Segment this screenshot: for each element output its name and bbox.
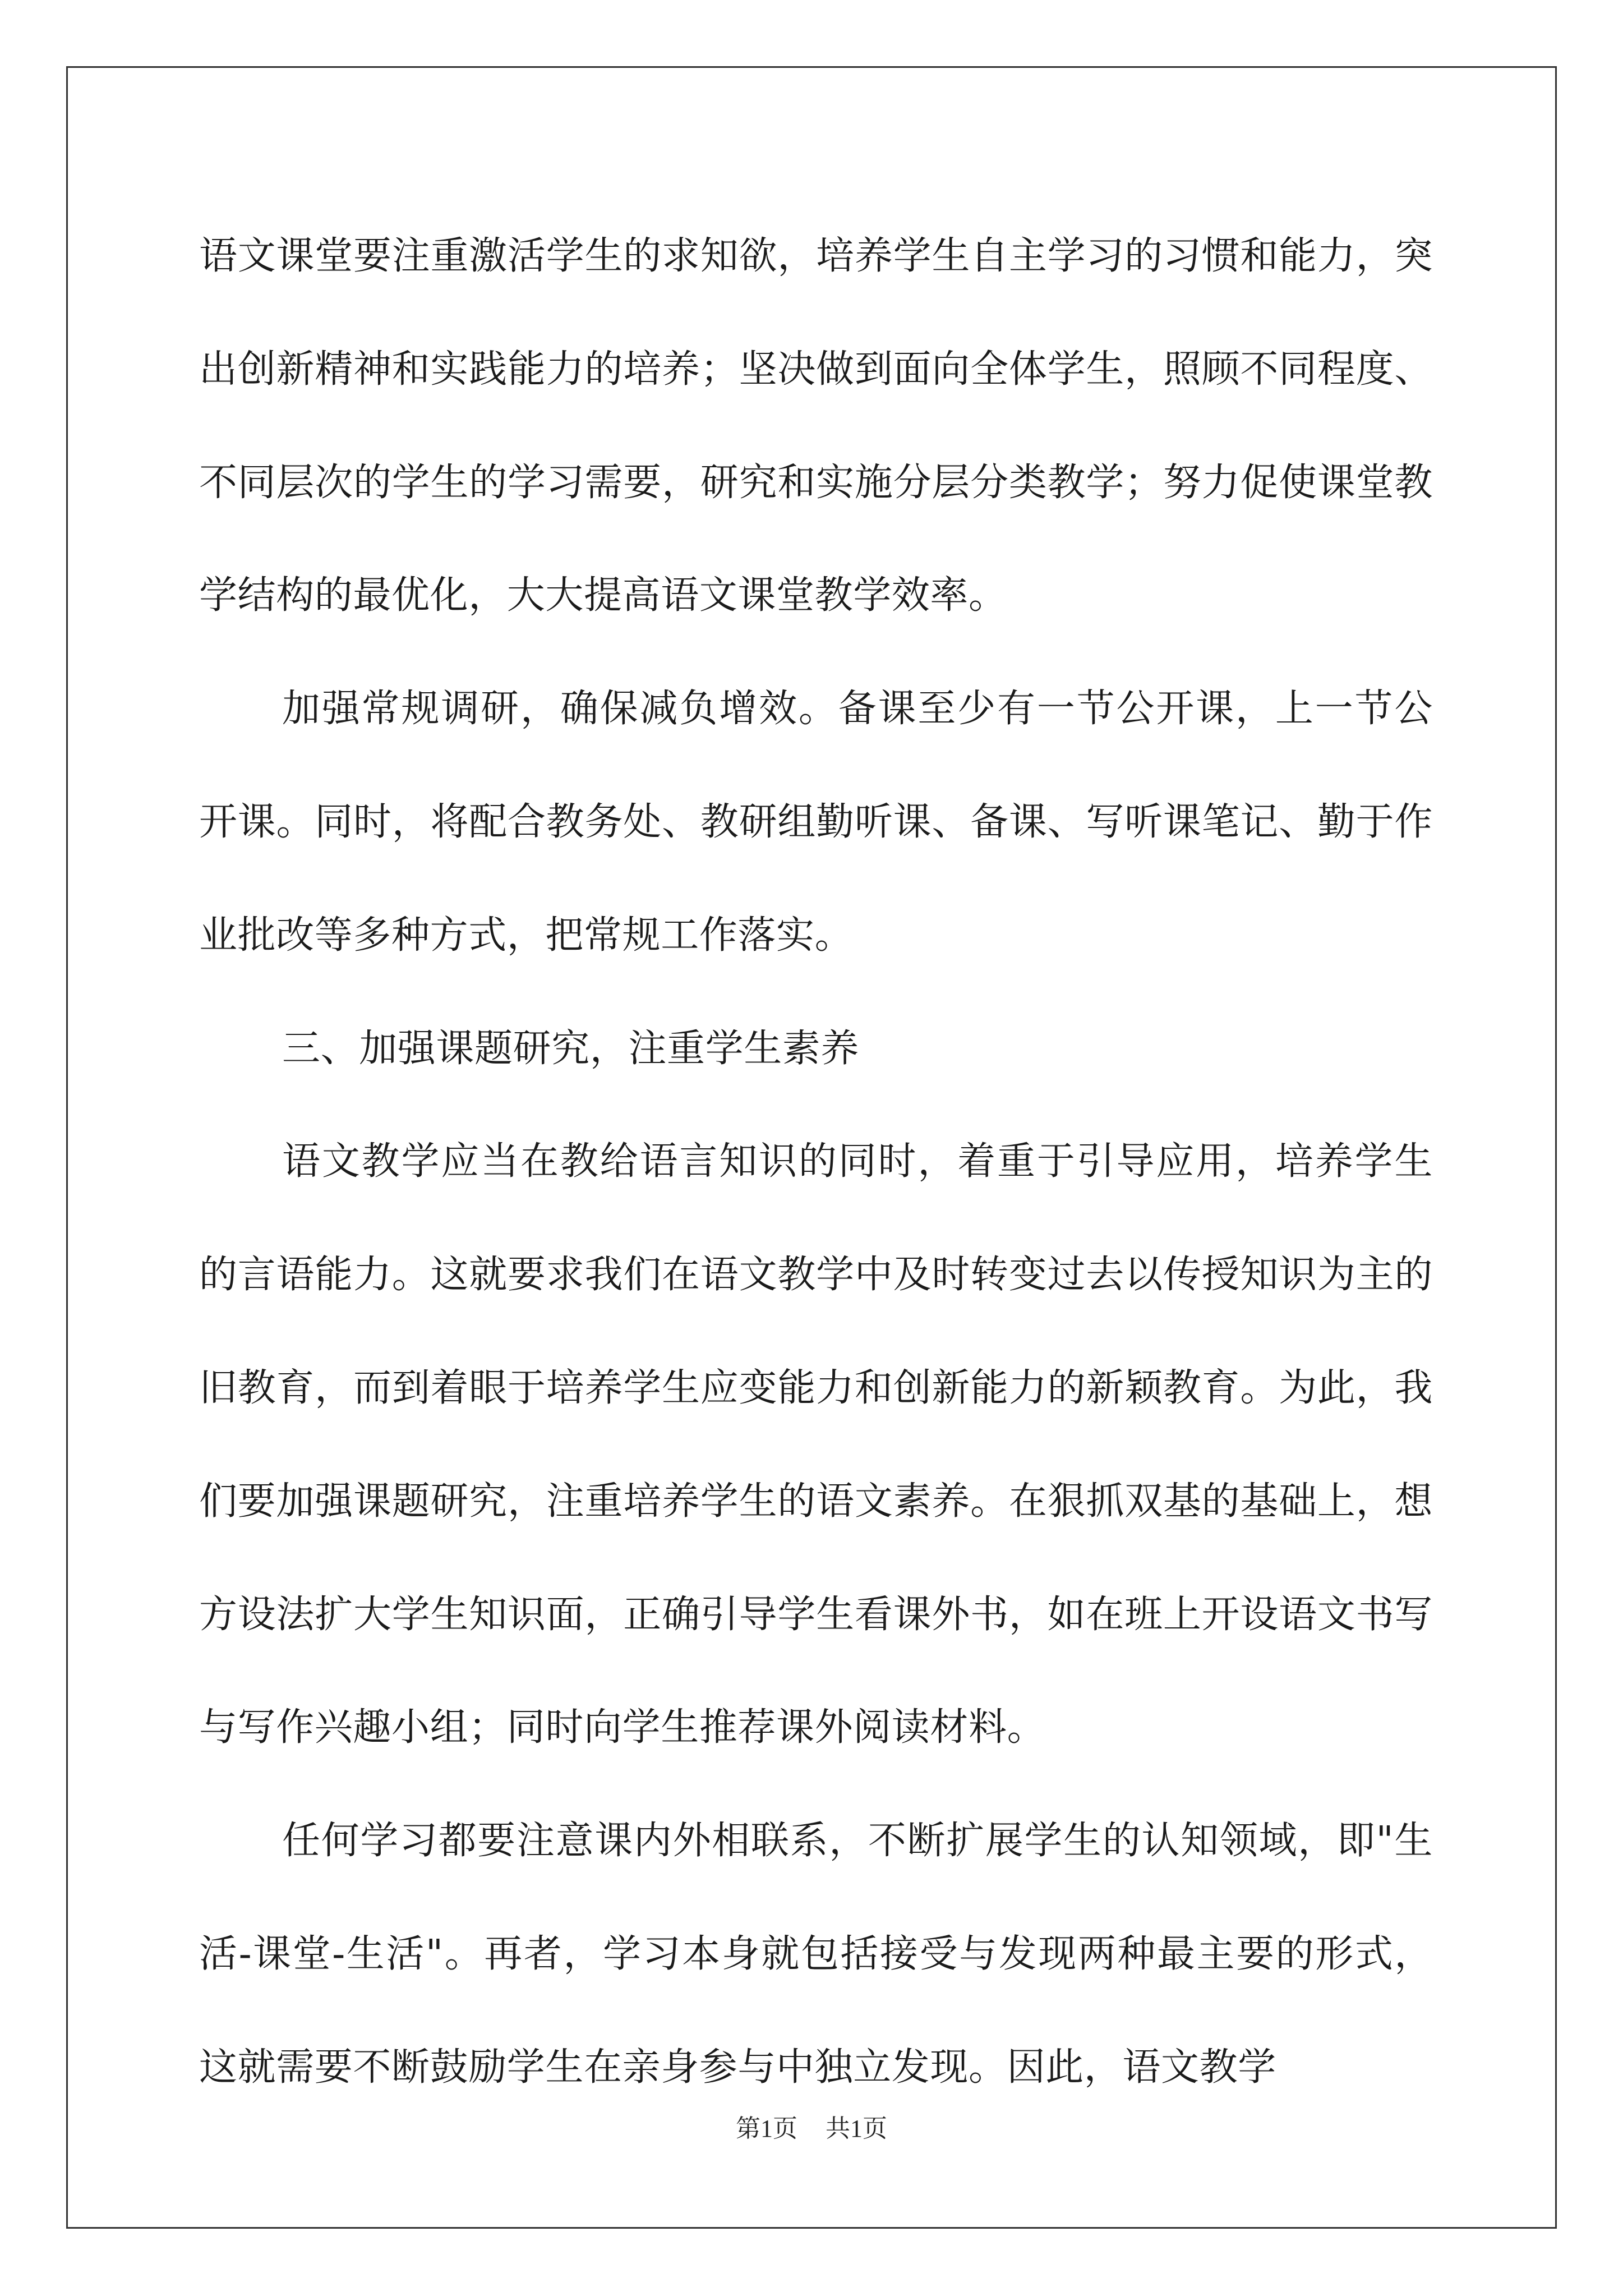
paragraph-2: 加强常规调研，确保减负增效。备课至少有一节公开课，上一节公开课。同时，将配合教务处、教研组勤听课、备课、写听课笔记、勤于作业批改等多种方式，把常规工作落实。 <box>199 687 1433 958</box>
paragraph-1: 语文课堂要注重激活学生的求知欲，培养学生自主学习的习惯和能力，突出创新精神和实践能力的培养；坚决做到面向全体学生，照顾不同程度、不同层次的学生的学习需要，研究和实施分层分类教学；努力促使课堂教学结构的最优化，大大提高语文课堂教学效率。 <box>199 234 1433 618</box>
page-number: 第1页 <box>736 2115 797 2142</box>
page-footer <box>0 2112 1623 2146</box>
document-body <box>199 200 1433 2124</box>
paragraph-3: 语文教学应当在教给语言知识的同时，着重于引导应用，培养学生的言语能力。这就要求我们在语文教学中及时转变过去以传授知识为主的旧教育，而到着眼于培养学生应变能力和创新能力的新颖教育。为此，我们要加强课题研究，注重培养学生的语文素养。在狠抓双基的基础上，想方设法扩大学生知识面，正确引导学生看课外书，如在班上开设语文书写与写作兴趣小组；同时向学生推荐课外阅读材料。 <box>199 1139 1433 1750</box>
section-heading: 三、加强课题研究，注重学生素养 <box>282 1026 860 1071</box>
page-total: 共1页 <box>826 2115 887 2142</box>
paragraph-4: 任何学习都要注意课内外相联系，不断扩展学生的认知领域，即"生活-课堂-生活"。再者，学习本身就包括接受与发现两种最主要的形式，这就需要不断鼓励学生在亲身参与中独立发现。因此，语文教学 <box>199 1819 1433 2090</box>
